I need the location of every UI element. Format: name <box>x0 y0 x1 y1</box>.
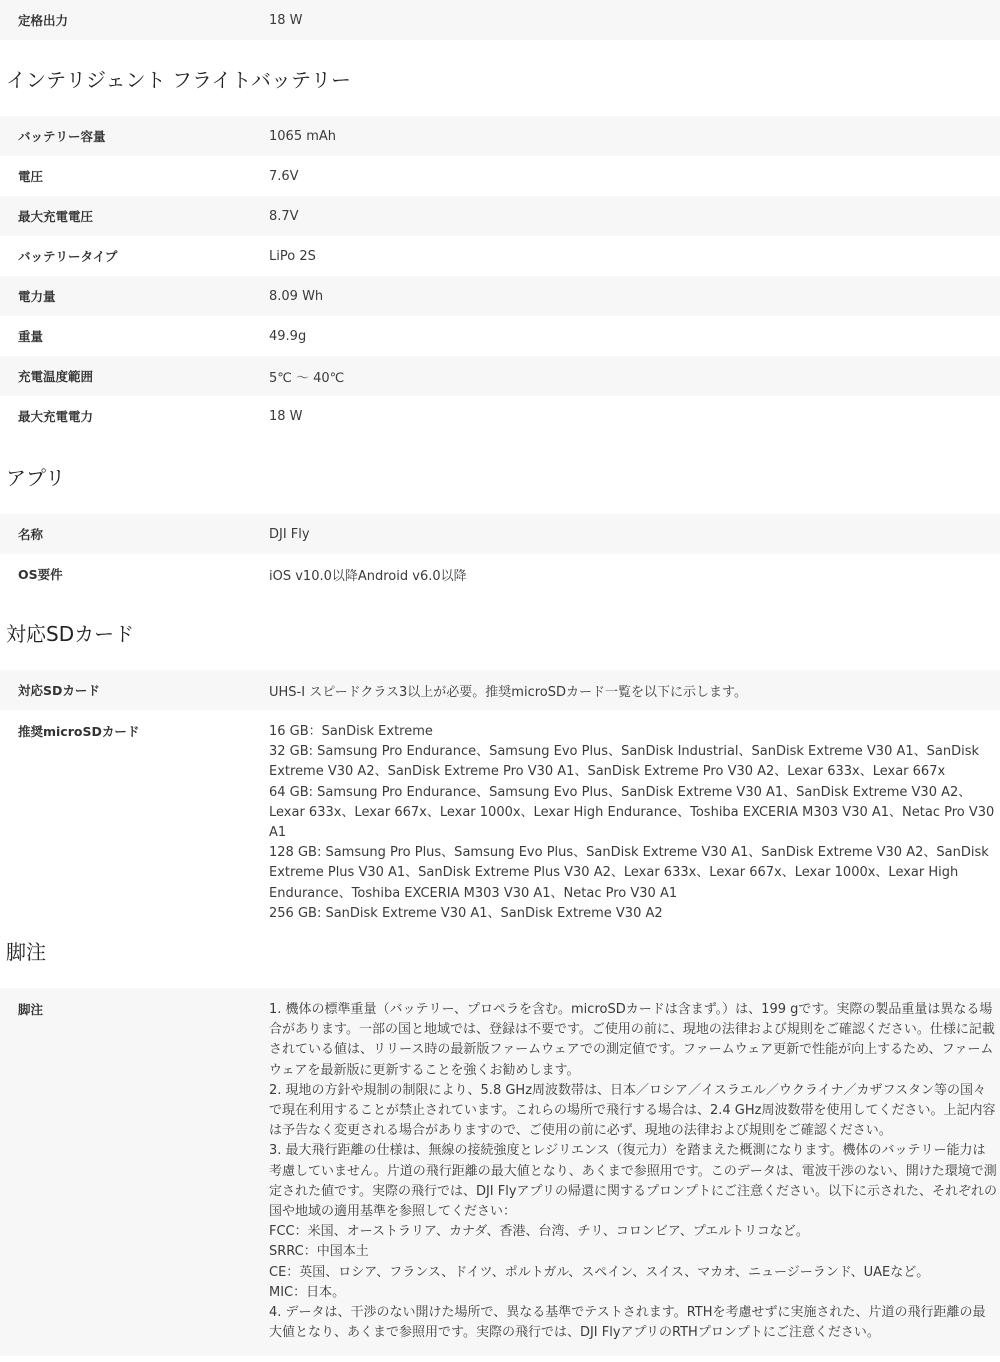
spec-row-voltage <box>0 156 1000 196</box>
spec-value: 49.9g <box>269 328 307 344</box>
spec-row-supported-sd <box>0 670 1000 710</box>
spec-label: バッテリー容量 <box>18 129 106 144</box>
section-title-app: アプリ <box>6 465 66 490</box>
list-item: 128 GB: Samsung Pro Plus、Samsung Evo Plus、SanDisk Extreme V30 A1、SanDisk Extreme V30 A2、SanDisk Extreme Plus V30 A1、SanDisk Extreme Plus V30 A2、Lexar 633x、Lexar 667x、Lexar 1000x、Lexar High Endurance、Toshiba EXCERIA M303 V30 A1、Netac Pro V30 A1 <box>269 845 989 901</box>
spec-value: 7.6V <box>269 168 299 184</box>
spec-row-charging-temperature <box>0 356 1000 396</box>
list-item: 64 GB: Samsung Pro Endurance、Samsung Evo Plus、SanDisk Extreme V30 A1、SanDisk Extreme V30 A2、Lexar 633x、Lexar 667x、Lexar 1000x、Lexar High Endurance、Toshiba EXCERIA M303 V30 A1、Netac Pro V30 A1 <box>269 784 995 841</box>
spec-label: 推奨microSDカード <box>18 724 140 739</box>
list-item: 32 GB: Samsung Pro Endurance、Samsung Evo Plus、SanDisk Industrial、SanDisk Extreme V30 A1、SanDisk Extreme V30 A2、SanDisk Extreme Pro V30 A1、SanDisk Extreme Pro V30 A2、Lexar 633x、Lexar 667x <box>269 744 980 780</box>
list-item: CE：英国、ロシア、フランス、ドイツ、ポルトガル、スペイン、スイス、マカオ、ニュージーランド、UAEなど。 <box>269 1264 930 1280</box>
list-item: 1. 機体の標準重量（バッテリー、プロペラを含む。microSDカードは含まず。）は、199 gです。実際の製品重量は異なる場合があります。一部の国と地域では、登録は不要です。ご使用の前に、現地の法律および規則をご確認ください。仕様に記載されている値は、リリース時の最新版ファームウェアでの測定値です。ファームウェア更新で性能が向上するため、ファームウェアを最新版に更新することを強くお勧めします。 <box>269 1002 995 1078</box>
spec-value: 5℃ ～ 40℃ <box>269 370 345 386</box>
spec-value: 18 W <box>269 408 303 424</box>
spec-value: UHS-I スピードクラス3以上が必要。推奨microSDカード一覧を以下に示します。 <box>269 684 747 700</box>
spec-row-battery-capacity <box>0 116 1000 156</box>
spec-row-max-charging-power <box>0 396 1000 436</box>
spec-label: 定格出力 <box>18 13 69 28</box>
spec-row-weight <box>0 316 1000 356</box>
spec-value: DJI Fly <box>269 526 310 542</box>
spec-row-footnotes <box>0 988 1000 1356</box>
spec-value: 8.7V <box>269 208 299 224</box>
spec-row-battery-type <box>0 236 1000 276</box>
spec-row-os-requirements <box>0 554 1000 594</box>
spec-label: 最大充電電力 <box>18 409 94 424</box>
list-item: 3. 最大飛行距離の仕様は、無線の接続強度とレジリエンス（復元力）を踏まえた概測になります。機体のバッテリー能力は考慮していません。片道の飛行距離の最大値となり、あくまで参照用です。このデータは、電波干渉のない、開けた環境で測定された値です。実際の飛行では、DJI Flyアプリの帰還に関するプロンプトにご注意ください。以下に示された、それぞれの国や地域の適用基準を参照してください： <box>269 1143 998 1220</box>
spec-value: iOS v10.0以降Android v6.0以降 <box>269 568 467 584</box>
section-title-sd-card: 対応SDカード <box>6 621 135 646</box>
spec-label: 電圧 <box>18 169 44 184</box>
list-item: SRRC：中国本土 <box>269 1244 369 1260</box>
spec-label: 重量 <box>18 329 44 344</box>
footnotes-list <box>269 1000 1000 1343</box>
spec-label: OS要件 <box>18 567 63 582</box>
spec-label: 最大充電電圧 <box>18 209 94 224</box>
spec-row-app-name <box>0 514 1000 554</box>
spec-value: 18 W <box>269 12 303 28</box>
spec-value: 8.09 Wh <box>269 288 324 304</box>
spec-label: 電力量 <box>18 289 56 304</box>
spec-row-recommended-microsd <box>0 710 1000 921</box>
spec-row-max-charge-voltage <box>0 196 1000 236</box>
list-item: 16 GB：SanDisk Extreme <box>269 724 433 739</box>
spec-value: LiPo 2S <box>269 248 316 264</box>
spec-label: 脚注 <box>18 1002 44 1017</box>
spec-value: 1065 mAh <box>269 128 337 144</box>
section-title-battery: インテリジェント フライトバッテリー <box>6 67 351 92</box>
list-item: 256 GB: SanDisk Extreme V30 A1、SanDisk Extreme V30 A2 <box>269 905 663 921</box>
list-item: MIC：日本。 <box>269 1284 346 1300</box>
spec-label: バッテリータイプ <box>18 249 118 264</box>
section-title-footnotes: 脚注 <box>6 939 46 964</box>
list-item: 4. データは、干渉のない開けた場所で、異なる基準でテストされます。RTHを考慮せずに実施された、片道の飛行距離の最大値となり、あくまで参照用です。実際の飛行では、DJI FlyアプリのRTHプロンプトにご注意ください。 <box>269 1305 986 1341</box>
spec-row-energy <box>0 276 1000 316</box>
spec-row-rated-output <box>0 0 1000 40</box>
list-item: 2. 現地の方針や規制の制限により、5.8 GHz周波数帯は、日本／ロシア／イスラエル／ウクライナ／カザフスタン等の国々で現在利用することが禁止されています。これらの場所で飛行する場合は、2.4 GHz周波数帯を使用してください。上記内容は予告なく変更される場合がありますので、ご使用の前に必ず、現地の法律および規則をご確認ください。 <box>269 1082 996 1139</box>
spec-label: 対応SDカード <box>18 683 100 698</box>
recommended-microsd-list <box>269 722 1000 924</box>
spec-label: 充電温度範囲 <box>18 369 94 384</box>
list-item: FCC：米国、オーストラリア、カナダ、香港、台湾、チリ、コロンビア、プエルトリコなど。 <box>269 1224 809 1240</box>
spec-label: 名称 <box>18 527 44 542</box>
